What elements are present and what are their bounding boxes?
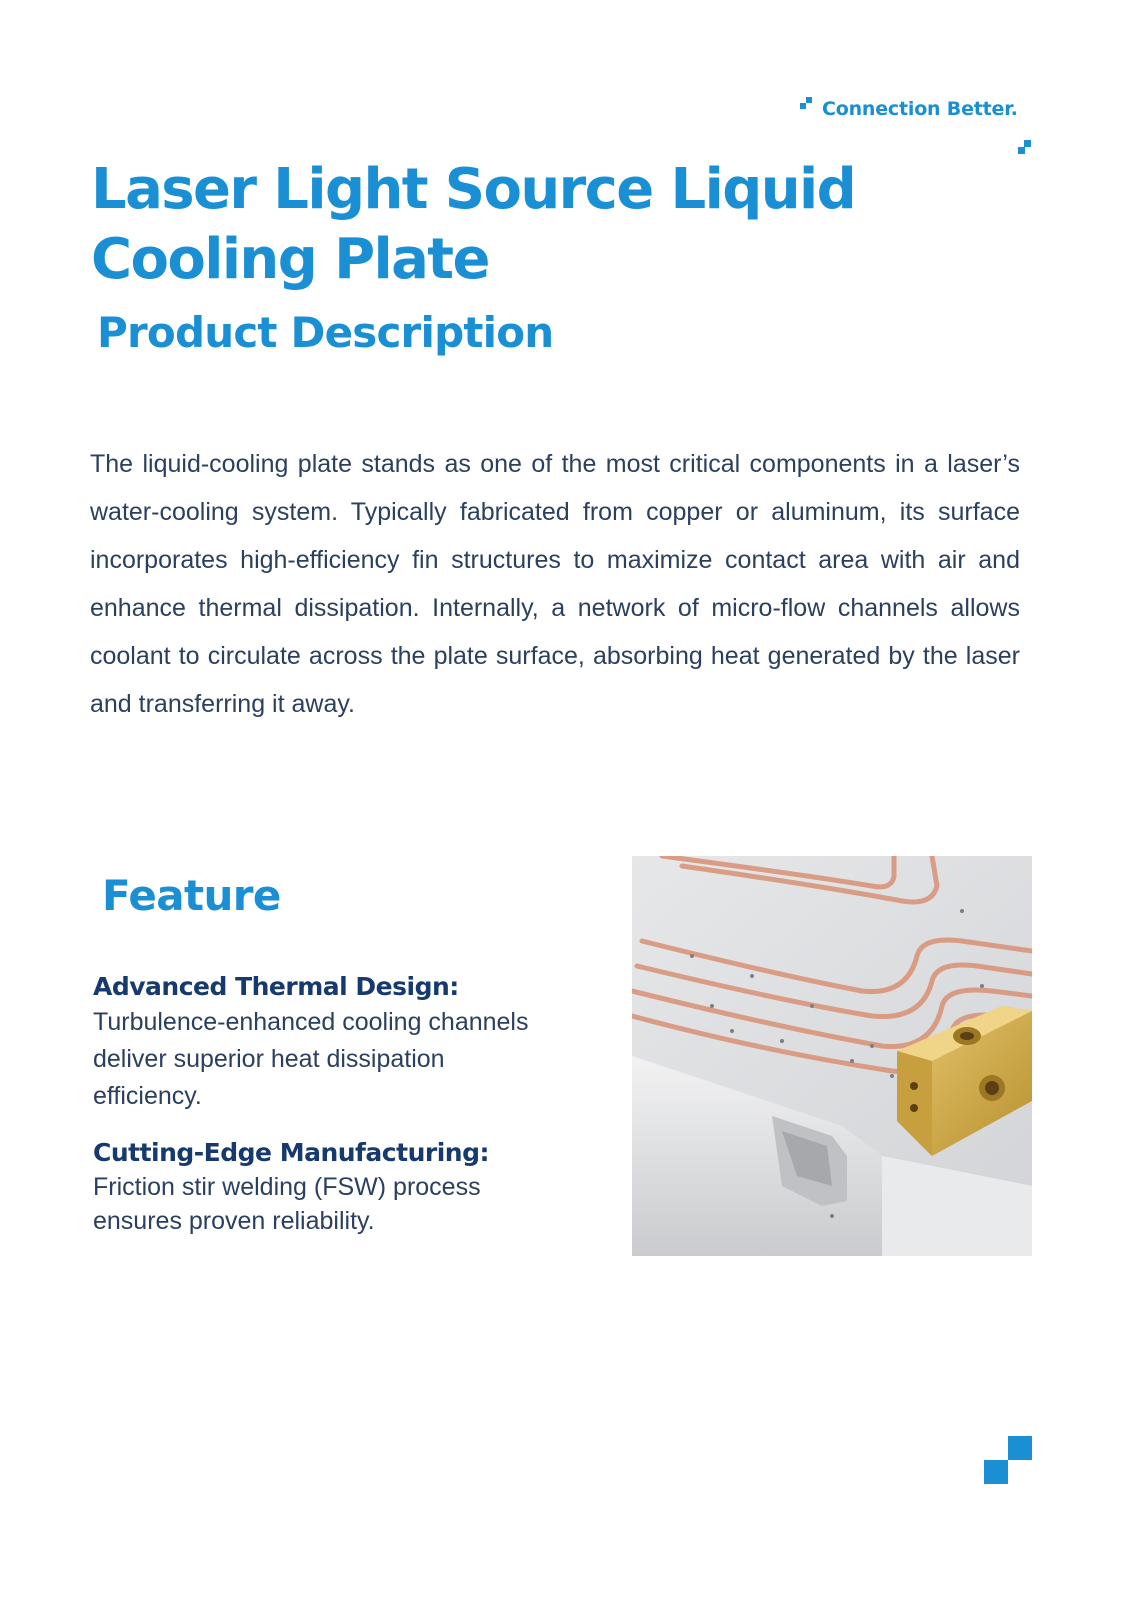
- brand-square-icon: [806, 97, 812, 103]
- section-heading-feature: Feature: [102, 871, 281, 920]
- cooling-plate-illustration: [632, 856, 1032, 1256]
- feature-body: Friction stir welding (FSW) process ensures proven reliability.: [93, 1173, 481, 1235]
- page-title: Laser Light Source Liquid Cooling Plate: [91, 157, 856, 292]
- feature-item-manufacturing: [93, 1136, 553, 1238]
- brand-tagline: Connection Better.: [822, 98, 1018, 120]
- feature-title: Advanced Thermal Design:: [93, 972, 459, 1001]
- brand-tag: [806, 97, 1046, 157]
- cooling-plate-photo: [632, 856, 1032, 1256]
- brand-square-icon: [1024, 140, 1031, 147]
- feature-item-thermal-design: [93, 970, 553, 1115]
- feature-title: Cutting-Edge Manufacturing:: [93, 1138, 489, 1167]
- logo-square-icon: [1008, 1436, 1032, 1460]
- logo-square-icon: [984, 1460, 1008, 1484]
- section-heading-product-description: Product Description: [97, 308, 554, 357]
- feature-body: Turbulence-enhanced cooling channels deliver superior heat dissipation efficiency.: [93, 1008, 529, 1110]
- corner-logo-icon: [984, 1436, 1032, 1484]
- brand-square-icon: [800, 103, 806, 109]
- product-description-paragraph: The liquid-cooling plate stands as one of the most critical components in a laser’s water-cooling system. Typically fabricated from copper or aluminum, its surface incorporates high-efficiency fin structures to maximize contact area with air and enhance thermal dissipation. Internally, a network of micro-flow channels allows coolant to circulate across the plate surface, absorbing heat generated by the laser and transferring it away.: [90, 450, 1020, 718]
- brand-square-icon: [1018, 147, 1025, 154]
